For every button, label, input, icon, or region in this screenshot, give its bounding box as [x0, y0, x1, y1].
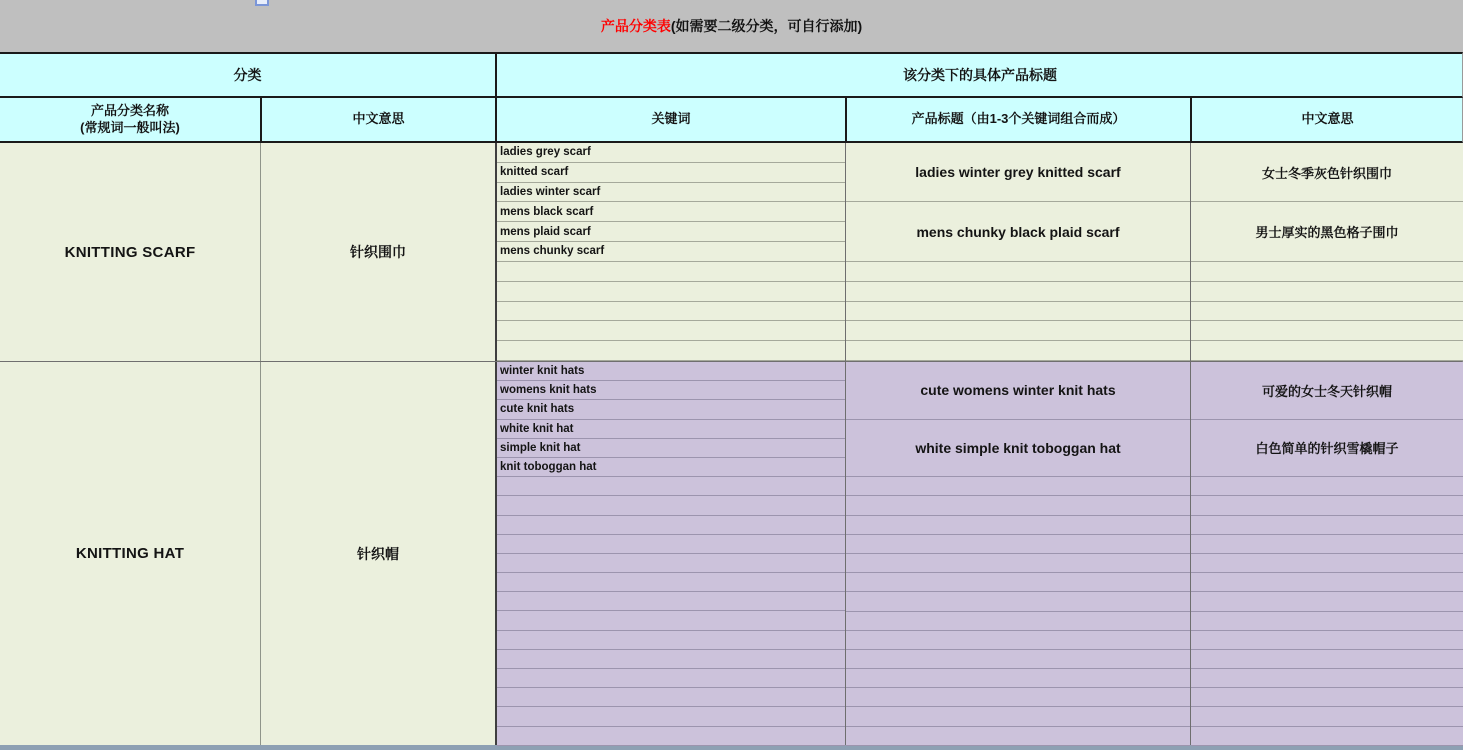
- category-name-cell[interactable]: [0, 362, 260, 745]
- category-name-text: KNITTING HAT: [75, 545, 185, 562]
- empty-cell[interactable]: [1191, 302, 1463, 322]
- empty-cell[interactable]: [1191, 707, 1463, 726]
- empty-cell[interactable]: [846, 554, 1190, 573]
- empty-cell[interactable]: [1191, 516, 1463, 535]
- category-cn-text: 针织帽: [357, 545, 399, 562]
- empty-cell[interactable]: [846, 688, 1190, 707]
- empty-cell[interactable]: [497, 650, 845, 669]
- product-meaning-cell[interactable]: 白色简单的针织雪橇帽子: [1191, 420, 1463, 478]
- product-meaning-cell[interactable]: 可爱的女士冬天针织帽: [1191, 362, 1463, 420]
- keywords-column: [495, 362, 845, 745]
- empty-cell[interactable]: [1191, 535, 1463, 554]
- empty-cell[interactable]: [497, 341, 845, 361]
- empty-cell[interactable]: [1191, 727, 1463, 746]
- empty-cell[interactable]: [846, 282, 1190, 302]
- empty-cell[interactable]: [846, 341, 1190, 361]
- empty-cell[interactable]: [1191, 554, 1463, 573]
- keywords-column: [495, 143, 845, 361]
- product-title-cell[interactable]: cute womens winter knit hats: [846, 362, 1190, 420]
- empty-cell[interactable]: [846, 592, 1190, 611]
- empty-cell[interactable]: [1191, 669, 1463, 688]
- category-cn-text: 针织围巾: [350, 244, 406, 260]
- category-name-text: KNITTING SCARF: [64, 243, 196, 261]
- column-header-product-title[interactable]: 产品标题（由1-3个关键词组合而成）: [845, 98, 1190, 141]
- empty-cell[interactable]: [497, 707, 845, 726]
- keyword-cell[interactable]: knitted scarf: [497, 163, 845, 183]
- product-meaning-column: [1190, 362, 1463, 745]
- keyword-cell[interactable]: white knit hat: [497, 420, 845, 439]
- product-meaning-cell[interactable]: 女士冬季灰色针织围巾: [1191, 143, 1463, 202]
- header-group-row: [0, 52, 1463, 98]
- empty-cell[interactable]: [846, 612, 1190, 631]
- product-meaning-cell[interactable]: 男士厚实的黑色格子围巾: [1191, 202, 1463, 261]
- keyword-cell[interactable]: ladies grey scarf: [497, 143, 845, 163]
- product-title-cell[interactable]: mens chunky black plaid scarf: [846, 202, 1190, 261]
- column-header-chinese-meaning-right[interactable]: 中文意思: [1190, 98, 1463, 141]
- section-knitting-scarf: [0, 143, 1463, 361]
- empty-cell[interactable]: [1191, 496, 1463, 515]
- empty-cell[interactable]: [846, 262, 1190, 282]
- product-title-cell[interactable]: ladies winter grey knitted scarf: [846, 143, 1190, 202]
- empty-cell[interactable]: [846, 631, 1190, 650]
- empty-cell[interactable]: [1191, 631, 1463, 650]
- product-title-column: [845, 143, 1190, 361]
- sheet-title-note: (如需要二级分类，可自行添加): [670, 18, 863, 34]
- floating-object-icon[interactable]: [255, 0, 269, 6]
- header-group-category[interactable]: 分类: [233, 66, 262, 83]
- empty-cell[interactable]: [1191, 282, 1463, 302]
- empty-cell[interactable]: [1191, 612, 1463, 631]
- empty-cell[interactable]: [846, 727, 1190, 746]
- empty-cell[interactable]: [497, 727, 845, 746]
- empty-cell[interactable]: [846, 669, 1190, 688]
- header-columns-row: [0, 98, 1463, 143]
- empty-cell[interactable]: [497, 631, 845, 650]
- empty-cell[interactable]: [846, 496, 1190, 515]
- empty-cell[interactable]: [1191, 573, 1463, 592]
- column-header-keywords[interactable]: 关键词: [495, 98, 845, 141]
- product-title-column: [845, 362, 1190, 745]
- empty-cell[interactable]: [846, 650, 1190, 669]
- keyword-cell[interactable]: mens black scarf: [497, 202, 845, 222]
- empty-cell[interactable]: [846, 477, 1190, 496]
- section-knitting-hat: [0, 361, 1463, 745]
- empty-cell[interactable]: [497, 554, 845, 573]
- empty-cell[interactable]: [846, 302, 1190, 322]
- empty-cell[interactable]: [846, 707, 1190, 726]
- empty-cell[interactable]: [1191, 321, 1463, 341]
- header-group-products[interactable]: 该分类下的具体产品标题: [495, 54, 1463, 96]
- category-name-cell[interactable]: [0, 143, 260, 361]
- sheet-title: [601, 16, 862, 36]
- empty-cell[interactable]: [497, 669, 845, 688]
- empty-cell[interactable]: [846, 535, 1190, 554]
- keyword-cell[interactable]: womens knit hats: [497, 381, 845, 400]
- empty-cell[interactable]: [1191, 592, 1463, 611]
- empty-cell[interactable]: [1191, 688, 1463, 707]
- empty-cell[interactable]: [1191, 262, 1463, 282]
- empty-cell[interactable]: [497, 302, 845, 322]
- empty-cell[interactable]: [1191, 477, 1463, 496]
- keyword-cell[interactable]: simple knit hat: [497, 439, 845, 458]
- keyword-cell[interactable]: cute knit hats: [497, 400, 845, 419]
- empty-cell[interactable]: [846, 573, 1190, 592]
- empty-cell[interactable]: [497, 282, 845, 302]
- category-cn-cell[interactable]: [260, 362, 495, 745]
- keyword-cell[interactable]: knit toboggan hat: [497, 458, 845, 477]
- empty-cell[interactable]: [497, 516, 845, 535]
- empty-cell[interactable]: [1191, 650, 1463, 669]
- keyword-cell[interactable]: winter knit hats: [497, 362, 845, 381]
- empty-cell[interactable]: [497, 611, 845, 630]
- empty-cell[interactable]: [497, 262, 845, 282]
- category-cn-cell[interactable]: [260, 143, 495, 361]
- title-bar-cell[interactable]: [0, 0, 1463, 52]
- product-title-cell[interactable]: white simple knit toboggan hat: [846, 420, 1190, 478]
- sheet-title-highlight: 产品分类表: [600, 18, 671, 34]
- keyword-cell[interactable]: mens plaid scarf: [497, 222, 845, 242]
- keyword-cell[interactable]: ladies winter scarf: [497, 183, 845, 203]
- empty-cell[interactable]: [846, 321, 1190, 341]
- empty-cell[interactable]: [497, 477, 845, 496]
- column-header-category-name[interactable]: [0, 98, 260, 141]
- empty-cell[interactable]: [497, 321, 845, 341]
- empty-cell[interactable]: [497, 496, 845, 515]
- empty-cell[interactable]: [497, 535, 845, 554]
- empty-cell[interactable]: [497, 592, 845, 611]
- empty-cell[interactable]: [497, 573, 845, 592]
- column-header-category-name-text: 产品分类名称 (常规词一般叫法): [80, 102, 180, 135]
- keyword-cell[interactable]: mens chunky scarf: [497, 242, 845, 262]
- empty-cell[interactable]: [846, 516, 1190, 535]
- empty-cell[interactable]: [1191, 341, 1463, 361]
- column-header-chinese-meaning-left[interactable]: 中文意思: [260, 98, 495, 141]
- empty-cell[interactable]: [497, 688, 845, 707]
- product-meaning-column: [1190, 143, 1463, 361]
